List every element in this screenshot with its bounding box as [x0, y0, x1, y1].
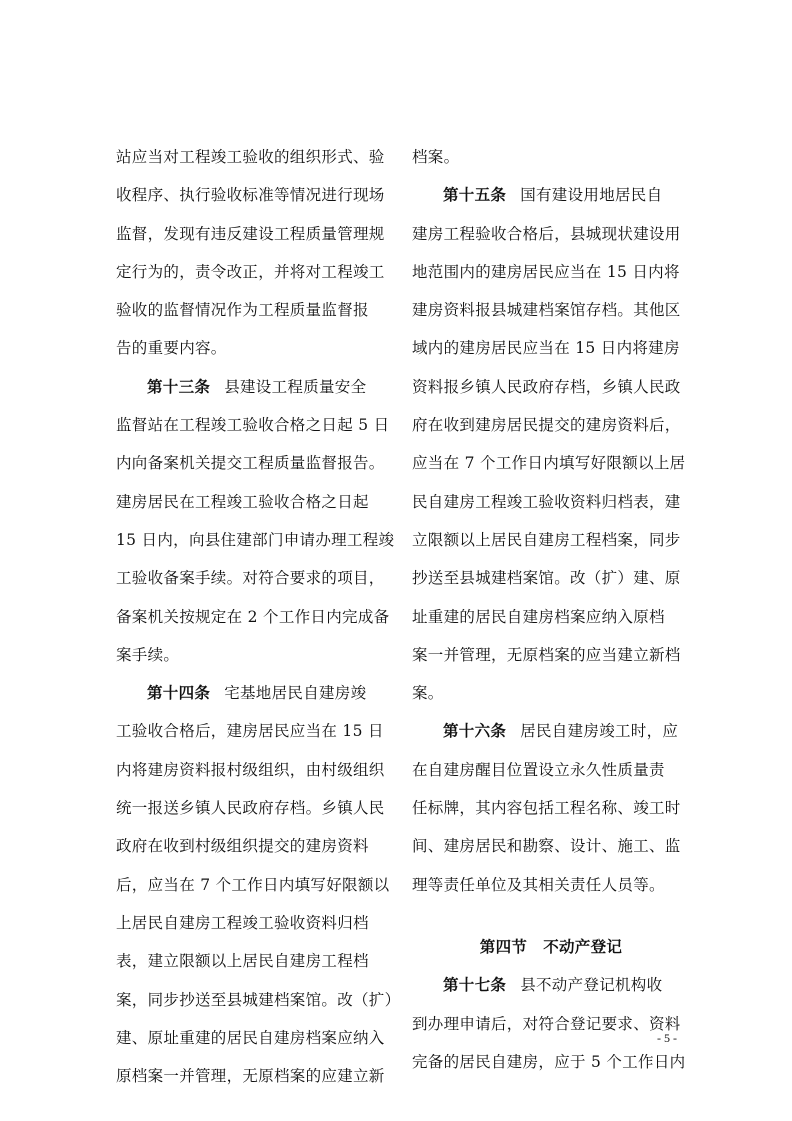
article-label: 第十六条 — [443, 722, 507, 741]
text-line: 内向备案机关提交工程质量监督报告。 — [116, 454, 385, 473]
text-line: 统一报送乡镇人民政府存档。乡镇人民 — [116, 799, 385, 818]
text-line: 后，应当在 7 个工作日内填写好限额以 — [116, 875, 390, 894]
text-line: 应当在 7 个工作日内填写好限额以上居 — [412, 454, 686, 473]
section-number: 第四节 — [479, 937, 528, 956]
text-line: 完备的居民自建房，应于 5 个工作日内 — [412, 1052, 686, 1071]
text-line: 民自建房工程竣工验收资料归档表，建 — [412, 492, 681, 511]
article-text: 居民自建房竣工时，应 — [520, 722, 679, 741]
text-line: 建房居民在工程竣工验收合格之日起 — [116, 492, 369, 511]
text-line: 工验收备案手续。对符合要求的项目， — [116, 569, 385, 588]
text-line: 内将建房资料报村级组织，由村级组织 — [116, 760, 385, 779]
article-label: 第十五条 — [443, 186, 507, 205]
right-column — [412, 138, 686, 1081]
article-text: 县不动产登记机构收 — [520, 976, 663, 995]
text-line: 间、建房居民和勘察、设计、施工、监 — [412, 837, 681, 856]
text-line: 告的重要内容。 — [116, 339, 227, 358]
article-14 — [116, 674, 401, 1095]
article-label: 第十七条 — [443, 976, 507, 995]
text-line: 抄送至县城建档案馆。改（扩）建、原 — [412, 569, 681, 588]
text-line: 到办理申请后，对符合登记要求、资料 — [412, 1014, 681, 1033]
text-line: 理等责任单位及其相关责任人员等。 — [412, 875, 665, 894]
page-number: - 5 - — [657, 1031, 677, 1045]
article-first-line — [412, 712, 682, 750]
text-line: 工验收合格后，建房居民应当在 15 日 — [116, 722, 384, 741]
text-line: 资料报乡镇人民政府存档，乡镇人民政 — [412, 377, 681, 396]
text-line: 案手续。 — [116, 645, 180, 664]
text-line: 案一并管理，无原档案的应当建立新档 — [412, 645, 681, 664]
text-line: 监督，发现有违反建设工程质量管理规 — [116, 224, 385, 243]
text-line: 原档案一并管理，无原档案的应建立新 — [116, 1067, 385, 1086]
text-line: 案。 — [412, 684, 444, 703]
text-line: 案，同步抄送至县城建档案馆。改（扩） — [116, 990, 401, 1009]
text-line: 域内的建房居民应当在 15 日内将建房 — [412, 339, 680, 358]
article-label: 第十三条 — [147, 377, 211, 396]
text-line: 上居民自建房工程竣工验收资料归档 — [116, 913, 369, 932]
text-line: 定行为的，责令改正，并将对工程竣工 — [116, 262, 385, 281]
article-16 — [412, 712, 682, 903]
article-first-line — [412, 966, 682, 1004]
text-line: 立限额以上居民自建房工程档案，同步 — [412, 530, 681, 549]
text-line: 监督站在工程竣工验收合格之日起 5 日 — [116, 416, 390, 435]
text-line: 验收的监督情况作为工程质量监督报 — [116, 301, 369, 320]
text-line: 收程序、执行验收标准等情况进行现场 — [116, 186, 385, 205]
article-first-line — [116, 368, 386, 406]
text-line: 建房工程验收合格后，县城现状建设用 — [412, 224, 681, 243]
text-line: 站应当对工程竣工验收的组织形式、验 — [116, 148, 385, 166]
article-text: 县建设工程质量安全 — [224, 377, 367, 396]
text-line: 档案。 — [412, 148, 460, 166]
article-first-line — [116, 674, 386, 712]
article-label: 第十四条 — [147, 684, 211, 703]
text-line: 建、原址重建的居民自建房档案应纳入 — [116, 1028, 385, 1047]
section-title: 不动产登记 — [543, 937, 623, 956]
text-line: 址重建的居民自建房档案应纳入原档 — [412, 607, 665, 626]
section-spacer — [412, 904, 682, 928]
left-column — [116, 138, 401, 1095]
article-15 — [412, 176, 686, 712]
article-13 — [116, 368, 395, 674]
text-line: 任标牌，其内容包括工程名称、竣工时 — [412, 799, 681, 818]
text-line: 在自建房醒目位置设立永久性质量责 — [412, 760, 665, 779]
text-line: 府在收到建房居民提交的建房资料后， — [412, 416, 681, 435]
text-line: 备案机关按规定在 2 个工作日内完成备 — [116, 607, 390, 626]
text-line: 地范围内的建房居民应当在 15 日内将 — [412, 262, 680, 281]
text-line: 建房资料报县城建档案馆存档。其他区 — [412, 301, 681, 320]
text-line: 政府在收到村级组织提交的建房资料 — [116, 837, 369, 856]
article-text: 宅基地居民自建房竣 — [224, 684, 367, 703]
article-17 — [412, 966, 686, 1081]
article-text: 国有建设用地居民自 — [520, 186, 663, 205]
section-heading — [412, 928, 682, 966]
text-line: 表，建立限额以上居民自建房工程档 — [116, 952, 369, 971]
article-first-line — [412, 176, 682, 214]
text-line: 15 日内，向县住建部门申请办理工程竣 — [116, 530, 395, 549]
